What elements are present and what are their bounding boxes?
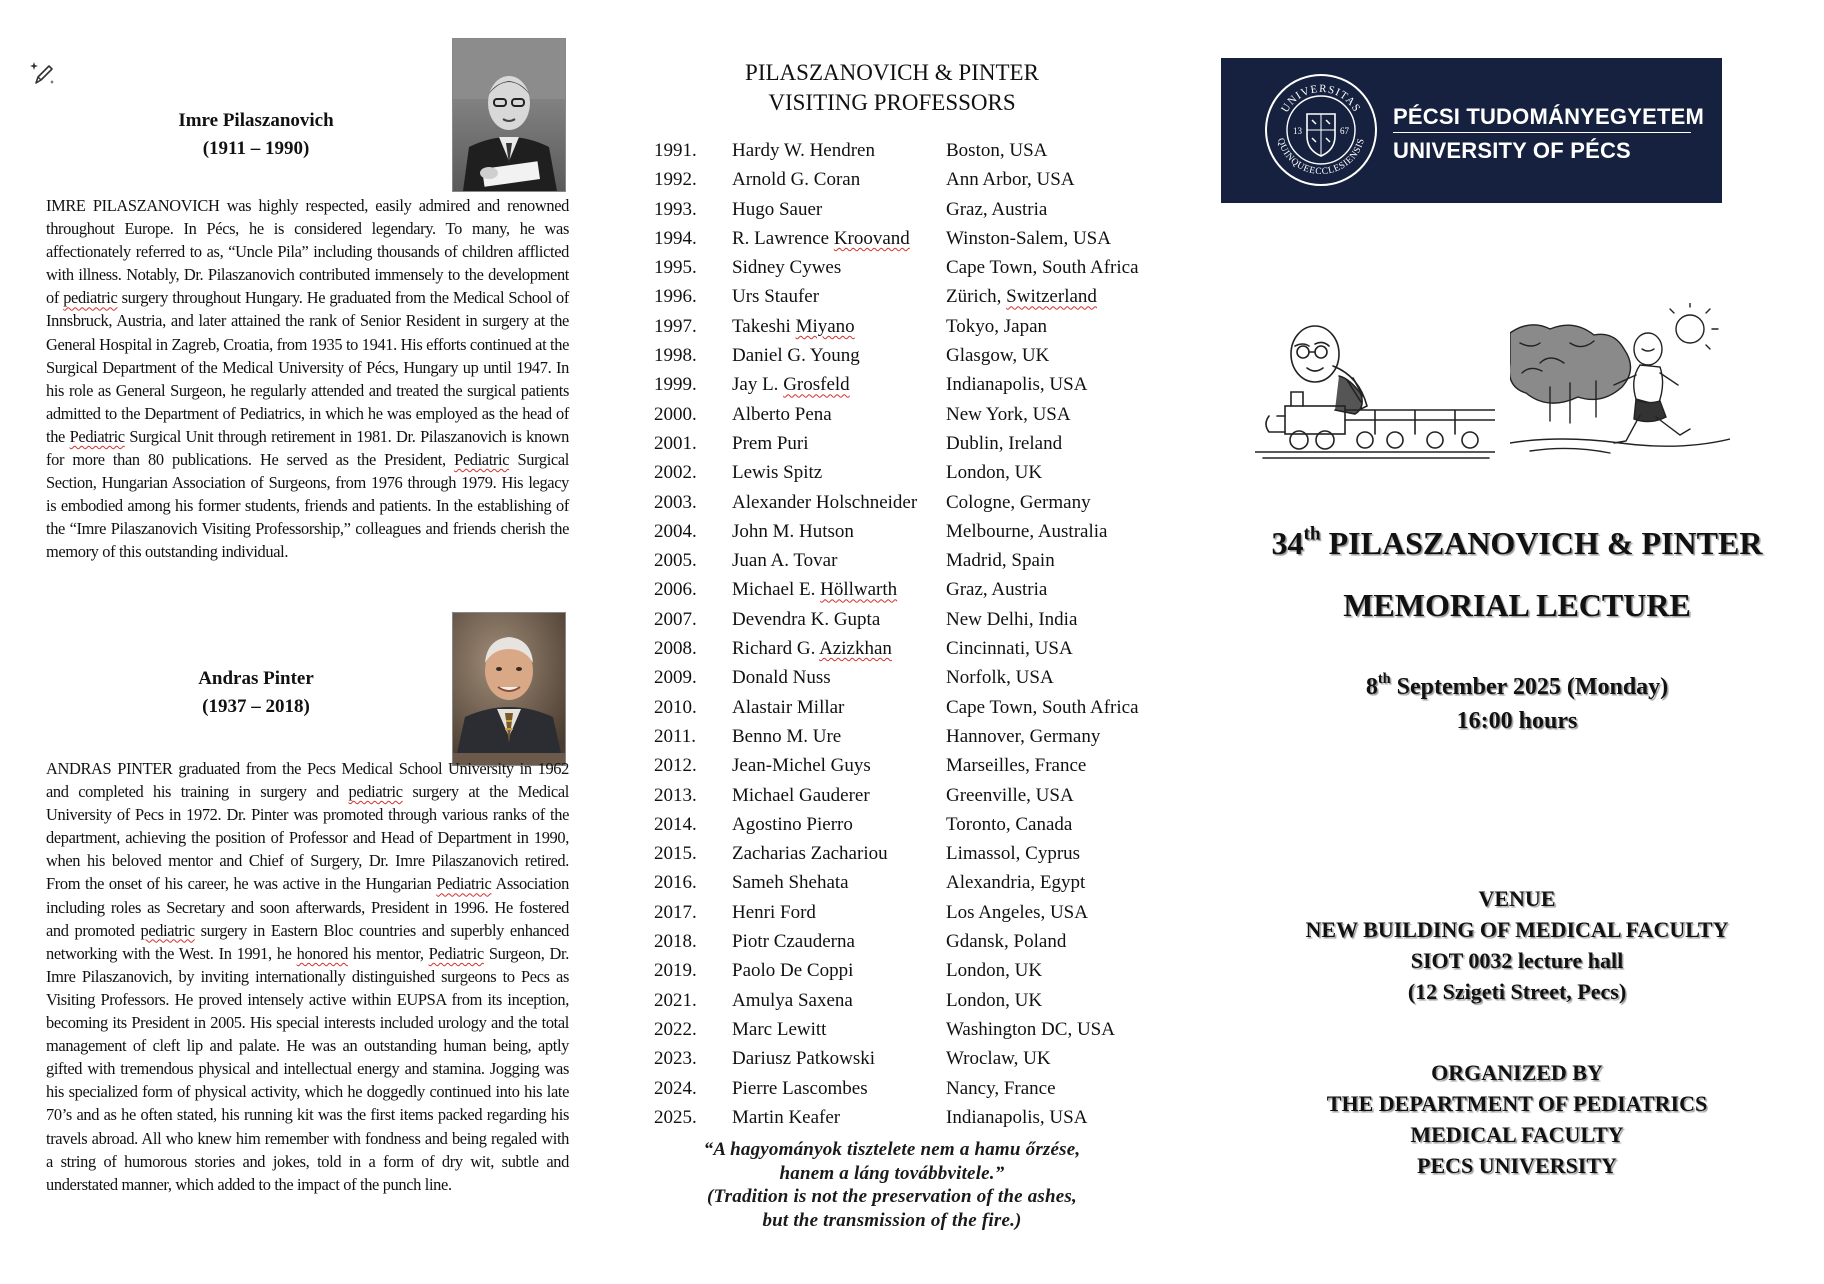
professor-row [654,1107,1194,1136]
train-caricature-sketch [1255,320,1495,460]
bio-text-segment: surgery at the Medical University of Pecs in 1972. Dr. Pinter was promoted through various ranks of the department, achieving the position of Professor and Head of Department in 1990, when his beloved mentor and Chief of Surgery, Dr. Imre Pilaszanovich retired. From the onset of his career, he was active in the Hungarian [46,782,569,894]
professor-name [732,374,946,396]
professor-year: 2005. [654,550,697,572]
professor-name-text: Richard G. [732,638,820,660]
professor-name: Arnold G. Coran [732,169,861,191]
seal-top-text: UNIVERSITAS [1279,82,1363,115]
professor-name: Urs Staufer [732,286,820,308]
professor-year: 2023. [654,1048,697,1070]
professor-city: Washington DC, USA [946,1018,1115,1040]
visiting-professors-title [636,58,1148,118]
organizer-line: PECS UNIVERSITY [1417,1153,1617,1178]
professor-row [654,521,1194,550]
professor-row [654,169,1194,198]
lecture-title-line2: MEMORIAL LECTURE [1343,587,1691,623]
professor-year: 2004. [654,520,697,542]
professor-year: 1997. [654,315,697,337]
professor-row [654,697,1194,726]
professor-name: Sidney Cywes [732,257,842,279]
bio-text-segment: ANDRAS PINTER graduated from the Pecs Medical School University in 1962 and completed his training in surgery and [46,759,569,802]
professor-row [654,990,1194,1019]
seal-left-number: 13 [1293,126,1302,136]
event-date [1221,670,1813,704]
professor-city: London, UK [946,960,1043,982]
professor-name: Daniel G. Young [732,345,860,367]
quote-line: (Tradition is not the preservation of the ashes, [707,1186,1077,1207]
professor-year: 2022. [654,1018,697,1040]
professor-year: 2016. [654,872,697,894]
professor-city: Cincinnati, USA [946,638,1073,660]
professor-name [732,579,946,601]
organizer-block [1221,1057,1813,1181]
professor-name-text: Takeshi [732,315,796,337]
professor-year: 1996. [654,286,697,308]
professor-city: Graz, Austria [946,198,1048,220]
professor-year: 2000. [654,403,697,425]
professor-year: 1991. [654,140,697,161]
spellcheck-word[interactable]: pediatric [63,288,118,308]
professor-name [732,228,946,250]
professor-year: 2001. [654,432,697,454]
pinter-heading [156,665,356,721]
professor-name: Henri Ford [732,901,816,923]
professor-city: Los Angeles, USA [946,901,1088,923]
bio-text-segment: surgery in Eastern Bloc countries and superbly enhanced networking with the West. In 1991, he [46,920,570,963]
professor-name: Alastair Millar [732,696,845,718]
professor-name: Hugo Sauer [732,198,823,220]
spellcheck-word[interactable]: Switzerland [1006,286,1097,308]
svg-text:UNIVERSITAS [1279,83,1363,115]
professor-name: Donald Nuss [732,667,831,689]
professor-row [654,199,1194,228]
spellcheck-word[interactable]: Azizkhan [819,638,892,660]
pilaszanovich-portrait [452,38,566,192]
professor-city: Ann Arbor, USA [946,169,1075,191]
professor-row [654,257,1194,286]
professor-year: 2017. [654,901,697,923]
professor-city: Cape Town, South Africa [946,696,1139,718]
professor-name-text: Jay L. [732,374,784,396]
professor-year: 2008. [654,638,697,660]
professor-city: Cologne, Germany [946,491,1091,513]
professor-city: Madrid, Spain [946,550,1055,572]
quote-line: “A hagyományok tisztelete nem a hamu őrzése, [703,1139,1081,1160]
professor-name: Devendra K. Gupta [732,608,881,630]
professor-name: Paolo De Coppi [732,960,854,982]
professor-row [654,345,1194,374]
professor-city: Alexandria, Egypt [946,872,1086,894]
title-line: PILASZANOVICH & PINTER [745,60,1039,85]
professor-row [654,872,1194,901]
professor-city: Graz, Austria [946,579,1048,601]
bio-text-segment: IMRE PILASZANOVICH was highly respected, easily admired and renowned throughout Europe. In Pécs, he is considered legendary. To many, he was affectionately referred to as, “Uncle Pila” including thousands of children afflicted with illness. Notably, Dr. Pilaszanovich contributed immensely to the development of [46,196,569,308]
professor-row [654,286,1194,315]
professor-city: Marseilles, France [946,755,1087,777]
visiting-professors-list [654,140,1194,1136]
professor-year: 1995. [654,257,697,279]
professor-city: Hannover, Germany [946,725,1101,747]
pilaszanovich-biography [46,194,569,564]
university-name-hu: PÉCSI TUDOMÁNYEGYETEM [1393,104,1705,129]
professor-row [654,609,1194,638]
professor-city: Wroclaw, UK [946,1048,1051,1070]
venue-line: SIOT 0032 lecture hall [1410,948,1624,973]
spellcheck-word[interactable]: honored [296,943,348,963]
bio-text-segment: Surgical Section, Hungarian Association of Surgeons, from 1976 through 1979. His legacy is embodied among his former students, friends and patients. In the establishing of the “Imre Pilaszanovich Visiting Professorship,” colleagues and friends cherish the memory of this outstanding individual. [46,450,569,562]
professor-city: London, UK [946,989,1043,1011]
professor-city: Nancy, France [946,1077,1056,1099]
lecture-title [1221,512,1813,636]
professor-name: Prem Puri [732,432,809,454]
professor-city: Melbourne, Australia [946,520,1108,542]
event-datetime [1221,670,1813,738]
pinter-name: Andras Pinter [198,668,314,689]
professor-name: John M. Hutson [732,520,854,542]
professor-row [654,228,1194,257]
venue-block [1221,883,1813,1007]
professor-name: Zacharias Zachariou [732,843,888,865]
bio-text-segment: Association including roles as Secretary and soon afterwards, President in 1996. He fostered and promoted [46,874,569,940]
venue-heading: VENUE [1478,886,1556,911]
professor-city: Tokyo, Japan [946,315,1048,337]
title-ordinal: 34 [1271,525,1304,561]
professor-row [654,638,1194,667]
professor-row [654,140,1194,169]
quote-line: hanem a láng továbbvitele.” [779,1162,1005,1184]
professor-name-text: R. Lawrence [732,227,834,249]
professor-row [654,492,1194,521]
professor-name [732,638,946,660]
professor-year: 2024. [654,1077,697,1099]
professor-city: Dublin, Ireland [946,432,1063,454]
professor-row [654,667,1194,696]
professor-name: Sameh Shehata [732,872,849,894]
professor-name: Martin Keafer [732,1106,841,1128]
bio-text-segment: his mentor, [347,943,429,963]
professor-year: 1992. [654,169,697,191]
professor-year: 2018. [654,931,697,953]
professor-row [654,404,1194,433]
university-name-en: UNIVERSITY OF PÉCS [1393,138,1631,163]
professor-name-text: Michael E. [732,579,821,601]
professor-row [654,433,1194,462]
professor-row [654,462,1194,491]
title-line: VISITING PROFESSORS [768,90,1016,115]
date-text: September 2025 (Monday) [1390,674,1669,700]
professor-row [654,316,1194,345]
professor-year: 2009. [654,667,697,689]
professor-name: Marc Lewitt [732,1018,827,1040]
professor-city: Glasgow, UK [946,345,1050,367]
spellcheck-word[interactable]: Höllwarth [820,579,898,601]
professor-city: Gdansk, Poland [946,931,1067,953]
organizer-line: MEDICAL FACULTY [1410,1122,1624,1147]
professor-year: 2002. [654,462,697,484]
professor-city: Norfolk, USA [946,667,1054,689]
professor-year: 2007. [654,608,697,630]
professor-city: Boston, USA [946,140,1048,161]
professor-year: 2015. [654,843,697,865]
professor-year: 2010. [654,696,697,718]
professor-row [654,960,1194,989]
venue-line: NEW BUILDING OF MEDICAL FACULTY [1305,917,1729,942]
date-suffix: th [1377,671,1391,688]
professor-city: New Delhi, India [946,608,1078,630]
seal-bottom-text: QUINQUEECCLESIENSIS [1274,137,1368,178]
professor-year: 2006. [654,579,697,601]
lecture-title-line1 [1221,512,1813,574]
professor-city: Greenville, USA [946,784,1074,806]
professor-city: Winston-Salem, USA [946,227,1111,249]
professor-row [654,550,1194,579]
spellcheck-word[interactable]: Miyano [795,315,855,337]
professor-year: 1994. [654,227,697,249]
university-seal-icon [1263,72,1379,188]
professor-row [654,755,1194,784]
university-logo-banner [1221,58,1722,203]
organizer-heading: ORGANIZED BY [1431,1060,1603,1085]
professor-name: Michael Gauderer [732,784,870,806]
professor-year: 2011. [654,725,697,747]
professor-city: Indianapolis, USA [946,374,1088,396]
spellcheck-word[interactable]: Pediatric [454,450,510,470]
bio-text-segment: surgery throughout Hungary. He graduated from the Medical School of Innsbruck, Austria, and later attained the rank of Senior Resident in surgery at the General Hospital in Zagreb, Croatia, from 1935 to 1941. His efforts continued at the Surgical Department of the Medical University of Pécs, Hungary up until 1947. In his role as General Surgeon, he regularly attended and treated the surgical patients admitted to the Department of Pediatrics, in which he was employed as the head of the [46,288,570,446]
pinter-biography [46,757,569,1196]
professor-row [654,726,1194,755]
runner-caricature-sketch [1510,303,1730,458]
professor-row [654,579,1194,608]
professor-city: Limassol, Cyprus [946,843,1081,865]
title-text: PILASZANOVICH & PINTER [1320,525,1763,561]
professor-name: Benno M. Ure [732,725,842,747]
professor-row [654,843,1194,872]
professor-city: New York, USA [946,403,1071,425]
pinter-years: (1937 – 2018) [202,696,310,717]
professor-year: 2013. [654,784,697,806]
professor-row [654,814,1194,843]
professor-name: Agostino Pierro [732,813,853,835]
professor-name [732,316,946,338]
venue-line: (12 Szigeti Street, Pecs) [1407,979,1627,1004]
professor-city: Toronto, Canada [946,813,1073,835]
professor-name: Juan A. Tovar [732,550,838,572]
professor-city [946,286,1186,308]
professor-year: 2003. [654,491,697,513]
professor-name: Dariusz Patkowski [732,1048,876,1070]
professor-row [654,785,1194,814]
professor-row [654,1019,1194,1048]
professor-city: London, UK [946,462,1043,484]
professor-name: Alexander Holschneider [732,491,918,513]
professor-year: 2014. [654,813,697,835]
professor-city: Cape Town, South Africa [946,257,1139,279]
pilaszanovich-heading [156,107,356,163]
spellcheck-word[interactable]: Grosfeld [783,374,850,396]
spellcheck-word[interactable]: Kroovand [833,227,910,249]
professor-row [654,902,1194,931]
professor-year: 2025. [654,1106,697,1128]
bio-text-segment: Surgeon, Dr. Imre Pilaszanovich, by inviting internationally distinguished surgeons to Pecs as Visiting Professors. He proved intensely active within EUPSA from its inception, becoming its President in 2005. His special interests included urology and the total management of cleft lip and palate. He was an outstanding human being, aptly gifted with tremendous physical and intellectual energy and stamina. Jogging was his specialized form of physical activity, which he doggedly continued into his late 70’s and as he often stated, his running kit was the first items packed regarding his travels abroad. All who knew him remember with fondness and being regaled with a string of humorous stories and jokes, told in a form of dry wit, subtle and understated manner, which added to the impact of the punch line. [46,943,569,1194]
professor-name: Piotr Czauderna [732,931,855,953]
pilaszanovich-name: Imre Pilaszanovich [178,110,334,131]
bio-text-segment: Surgical Unit through retirement in 1981. Dr. Pilaszanovich is known for more than 80 publications. He served as the President, [46,426,569,470]
quote-line: but the transmission of the fire.) [762,1209,1022,1231]
professor-year: 1999. [654,374,697,396]
professor-name: Pierre Lascombes [732,1077,868,1099]
spellcheck-word[interactable]: pediatric [140,920,195,940]
spellcheck-word[interactable]: Pediatric [436,874,492,894]
event-time: 16:00 hours [1456,708,1578,734]
professor-row [654,374,1194,403]
logo-divider [1393,132,1691,133]
seal-right-number: 67 [1340,126,1349,136]
professor-name: Hardy W. Hendren [732,140,875,161]
professor-row [654,1048,1194,1077]
spellcheck-word[interactable]: Pediatric [428,943,484,963]
professor-city-text: Zürich, [946,286,1007,308]
professor-name: Jean-Michel Guys [732,755,871,777]
professor-year: 2021. [654,989,697,1011]
date-day: 8 [1365,674,1378,700]
title-ordinal-suffix: th [1303,523,1321,545]
professor-year: 1998. [654,345,697,367]
professor-year: 2012. [654,755,697,777]
professor-row [654,931,1194,960]
professor-year: 1993. [654,198,697,220]
ai-pen-sparkle-icon[interactable] [28,58,58,88]
spellcheck-word[interactable]: Pediatric [69,426,125,446]
organizer-line: THE DEPARTMENT OF PEDIATRICS [1326,1091,1708,1116]
professor-city: Indianapolis, USA [946,1106,1088,1128]
professor-name: Lewis Spitz [732,462,823,484]
professor-name: Amulya Saxena [732,989,853,1011]
professor-year: 2019. [654,960,697,982]
professor-row [654,1078,1194,1107]
pilaszanovich-years: (1911 – 1990) [202,138,310,159]
spellcheck-word[interactable]: pediatric [348,782,403,802]
professor-name: Alberto Pena [732,403,832,425]
tradition-quote [636,1138,1148,1232]
pinter-portrait [452,612,566,766]
